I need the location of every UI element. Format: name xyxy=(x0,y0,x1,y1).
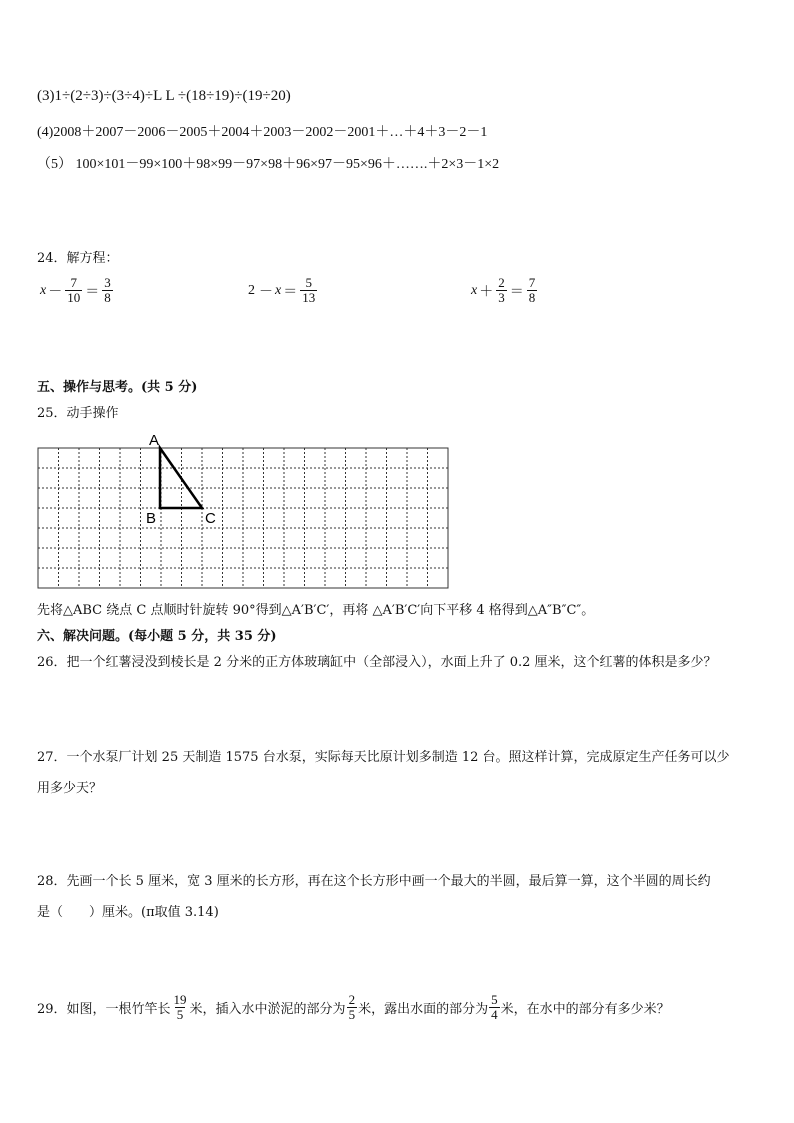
q29-text-1: 29．如图，一根竹竿长 xyxy=(37,1002,171,1017)
eq2-op1: － xyxy=(259,284,273,300)
eq2-rnum: 5 xyxy=(305,275,312,290)
expr-5: （5） 100×101－99×100＋98×99－97×98＋96×97－95×96＋…….＋2×3－1×2 xyxy=(37,157,500,172)
q29-frac-1-num: 19 xyxy=(173,992,187,1007)
q25-instruction: 先将△ABC 绕点 C 点顺时针旋转 90°得到△A′B′C′，再将 △A′B′C′向下平移 4 格得到△A″B″C″。 xyxy=(37,603,595,618)
eq1-rden: 8 xyxy=(104,290,111,305)
eq2-var: x xyxy=(275,282,282,298)
equation-3 xyxy=(471,276,538,305)
eq1-den: 10 xyxy=(67,290,81,305)
eq3-op1: ＋ xyxy=(479,284,494,300)
q27-line1: 27．一个水泵厂计划 25 天制造 1575 台水泵，实际每天比原计划多制造 12 台。照这样计算，完成原定生产任务可以少 xyxy=(37,750,730,765)
eq1-num: 7 xyxy=(70,275,77,290)
q29-frac-3-den: 4 xyxy=(491,1007,498,1022)
label-a: A xyxy=(149,432,160,449)
q24-title: 24．解方程： xyxy=(37,251,119,266)
expr-4: (4)2008＋2007－2006－2005＋2004＋2003－2002－2001＋…＋4＋3－2－1 xyxy=(37,125,488,140)
eq2-lhs: 2 xyxy=(248,282,255,298)
equation-2 xyxy=(248,276,318,305)
q29-frac-1-den: 5 xyxy=(176,1007,184,1022)
q29-frac-2-num: 2 xyxy=(348,992,356,1007)
q27-line2: 用多少天？ xyxy=(37,781,103,796)
label-b: B xyxy=(146,510,157,527)
q29-text-4: 米，在水中的部分有多少米？ xyxy=(500,1002,670,1017)
section-6-heading: 六、解决问题。(每小题 5 分，共 35 分) xyxy=(37,629,277,644)
equation-1 xyxy=(40,276,114,305)
section-5-heading: 五、操作与思考。(共 5 分) xyxy=(37,380,198,395)
q29-text-2: 米，插入水中淤泥的部分为 xyxy=(189,1002,346,1017)
eq3-rnum: 7 xyxy=(528,275,536,290)
eq1-rhs-frac xyxy=(102,276,113,305)
q29-frac-2-den: 5 xyxy=(348,1007,356,1022)
eq2-rhs-frac xyxy=(300,276,317,305)
eq3-frac xyxy=(496,276,507,305)
q28-line1: 28．先画一个长 5 厘米，宽 3 厘米的长方形，再在这个长方形中画一个最大的半圆，最后算一算，这个半圆的周长约 xyxy=(37,874,711,889)
expr-3: (3)1÷(2÷3)÷(3÷4)÷L L ÷(18÷19)÷(19÷20) xyxy=(37,88,291,104)
eq3-var: x xyxy=(471,282,478,298)
eq3-op2: ＝ xyxy=(509,284,524,300)
eq1-var: x xyxy=(40,282,47,298)
q29-frac-2 xyxy=(347,993,358,1022)
q29-frac-3 xyxy=(489,993,500,1022)
q29-frac-3-num: 5 xyxy=(491,992,498,1007)
q29-line xyxy=(37,993,670,1022)
grid-figure xyxy=(30,428,455,593)
eq1-op2: ＝ xyxy=(85,284,100,300)
eq3-num: 2 xyxy=(498,275,505,290)
eq1-op1: － xyxy=(48,284,63,300)
eq2-op2: ＝ xyxy=(283,284,298,300)
eq2-rden: 13 xyxy=(302,290,316,305)
q26-text: 26．把一个红薯浸没到棱长是 2 分米的正方体玻璃缸中（全部浸入），水面上升了 0.2 厘米，这个红薯的体积是多少？ xyxy=(37,655,717,670)
eq3-rden: 8 xyxy=(528,290,536,305)
eq3-rhs-frac xyxy=(527,276,538,305)
label-c: C xyxy=(205,510,216,527)
q25-title: 25．动手操作 xyxy=(37,406,119,421)
q28-line2: 是（ ）厘米。(π取值 3.14) xyxy=(37,905,219,920)
eq1-rnum: 3 xyxy=(104,275,111,290)
eq1-frac xyxy=(65,276,82,305)
q29-frac-1 xyxy=(172,993,189,1022)
q29-text-3: 米，露出水面的部分为 xyxy=(358,1002,489,1017)
dashed-grid xyxy=(38,448,448,588)
eq3-den: 3 xyxy=(498,290,505,305)
